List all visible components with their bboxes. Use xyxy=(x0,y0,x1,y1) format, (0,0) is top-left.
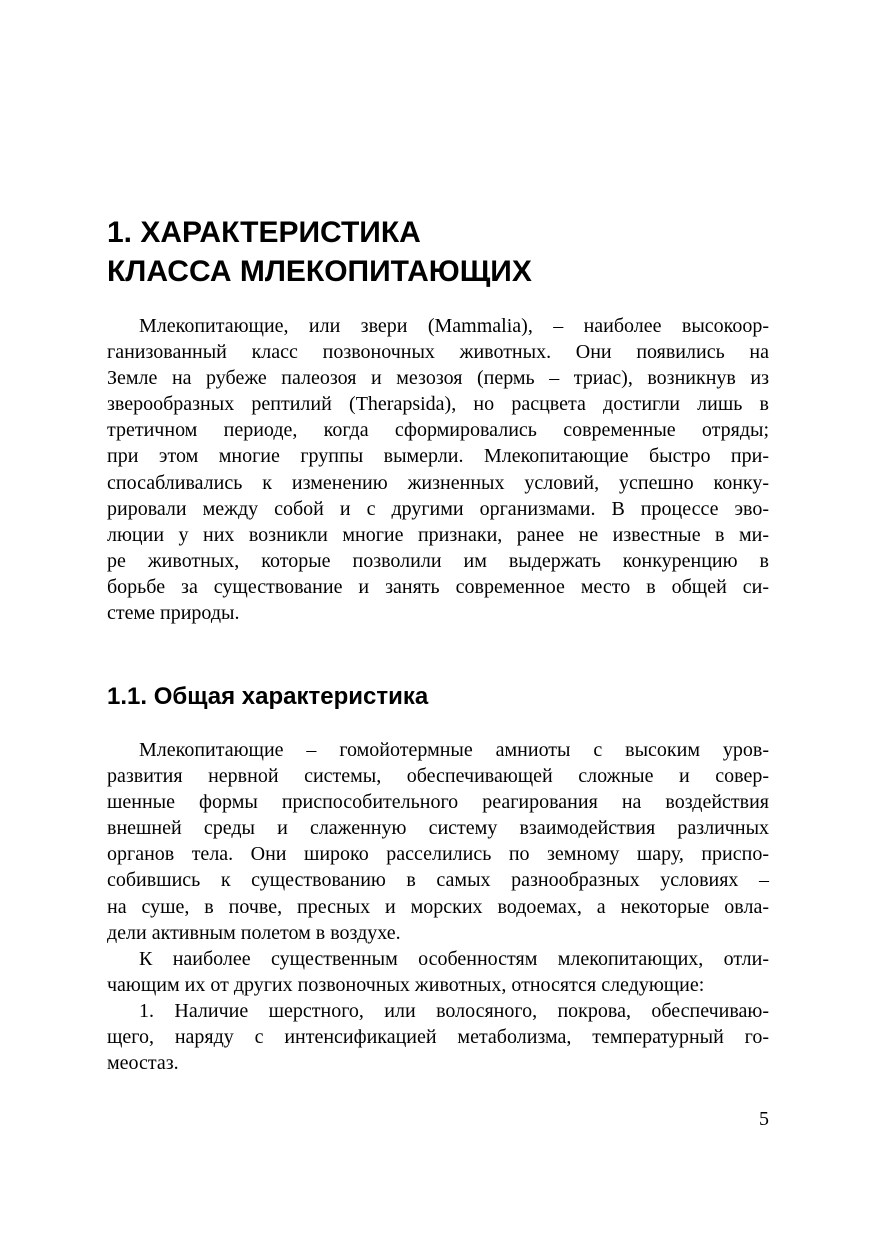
text-line: органов тела. Они широко расселились по земному шару, приспо- xyxy=(107,843,769,866)
text-line: шенные формы приспособительного реагирования на воздействия xyxy=(107,791,769,814)
text-line: щего, наряду с интенсификацией метаболизма, температурный го- xyxy=(107,1026,769,1049)
intro-paragraph xyxy=(107,313,769,626)
text-line: спосабливались к изменению жизненных условий, успешно конку- xyxy=(107,471,769,494)
text-line: развития нервной системы, обеспечивающей сложные и совер- xyxy=(107,765,769,788)
chapter-title xyxy=(107,213,769,291)
text-line: Млекопитающие – гомойотермные амниоты с высоким уров- xyxy=(139,739,769,761)
text-line: 1. Наличие шерстного, или волосяного, покрова, обеспечиваю- xyxy=(139,999,769,1022)
text-line: стеме природы. xyxy=(107,602,240,625)
chapter-title-line-1: 1. ХАРАКТЕРИСТИКА xyxy=(107,216,421,249)
text-line: борьбе за существование и занять современное место в общей си- xyxy=(107,575,769,598)
text-line: дели активным полетом в воздухе. xyxy=(107,921,401,944)
text-line: внешней среды и слаженную систему взаимодействия различных xyxy=(107,817,769,840)
chapter-title-line-2: КЛАССА МЛЕКОПИТАЮЩИХ xyxy=(107,255,532,288)
text-line: Млекопитающие, или звери (Mammalia), – наиболее высокоор- xyxy=(139,315,769,337)
text-line: третичном периоде, когда сформировались современные отряды; xyxy=(107,419,769,442)
book-page xyxy=(107,0,769,1240)
text-line: рировали между собой и с другими организмами. В процессе эво- xyxy=(107,497,769,520)
text-line: зверообразных рептилий (Therapsida), но расцвета достигли лишь в xyxy=(107,393,769,416)
text-line: меостаз. xyxy=(107,1052,179,1075)
section-body xyxy=(107,737,769,1076)
text-line: чающим их от других позвоночных животных, относятся следующие: xyxy=(107,973,705,996)
text-line: при этом многие группы вымерли. Млекопитающие быстро при- xyxy=(107,445,769,468)
text-line: К наиболее существенным особенностям млекопитающих, отли- xyxy=(139,947,769,970)
section-title: 1.1. Общая характеристика xyxy=(107,683,429,710)
text-line: собившись к существованию в самых разнообразных условиях – xyxy=(107,869,769,892)
text-line: ре животных, которые позволили им выдержать конкуренцию в xyxy=(107,549,769,572)
text-line: ганизованный класс позвоночных животных. Они появились на xyxy=(107,341,769,364)
page-number: 5 xyxy=(759,1108,769,1130)
text-line: люции у них возникли многие признаки, ранее не известные в ми- xyxy=(107,523,769,546)
text-line: на суше, в почве, пресных и морских водоемах, а некоторые овла- xyxy=(107,895,769,918)
text-line: Земле на рубеже палеозоя и мезозоя (пермь – триас), возникнув из xyxy=(107,367,769,390)
